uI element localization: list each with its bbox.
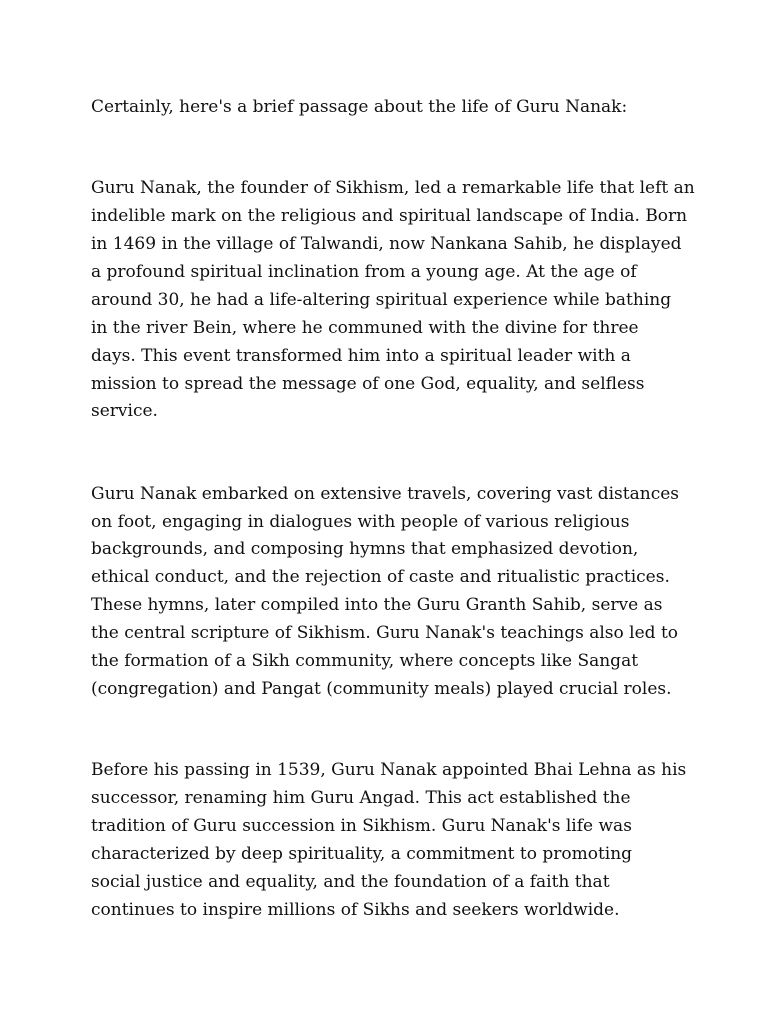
paragraph-2-line-7: the formation of a Sikh community, where concepts like Sangat [91,651,639,671]
paragraph-1-line-1: Guru Nanak, the founder of Sikhism, led a remarkable life that left an [91,178,695,198]
paragraph-3-line-3: tradition of Guru succession in Sikhism. Guru Nanak's life was [91,816,632,836]
paragraph-1-line-5: around 30, he had a life-altering spiritual experience while bathing [91,290,672,310]
paragraph-1-line-7: days. This event transformed him into a spiritual leader with a [91,346,631,366]
paragraph-3-line-5: social justice and equality, and the foundation of a faith that [91,872,610,892]
paragraph-1-line-6: in the river Bein, where he communed with the divine for three [91,318,639,338]
paragraph-2-line-2: on foot, engaging in dialogues with people of various religious [91,512,630,532]
paragraph-3-line-4: characterized by deep spirituality, a commitment to promoting [91,844,633,864]
paragraph-3-line-6: continues to inspire millions of Sikhs and seekers worldwide. [91,900,620,920]
paragraph-1-line-3: in 1469 in the village of Talwandi, now Nankana Sahib, he displayed [91,234,682,254]
paragraph-1-line-2: indelible mark on the religious and spiritual landscape of India. Born [91,206,688,226]
paragraph-2-line-4: ethical conduct, and the rejection of caste and ritualistic practices. [91,567,670,587]
paragraph-2-line-6: the central scripture of Sikhism. Guru Nanak's teachings also led to [91,623,679,643]
intro-line: Certainly, here's a brief passage about the life of Guru Nanak: [91,97,628,117]
paragraph-1-line-4: a profound spiritual inclination from a young age. At the age of [91,262,637,282]
paragraph-2-line-5: These hymns, later compiled into the Guru Granth Sahib, serve as [91,595,663,615]
paragraph-2-line-3: backgrounds, and composing hymns that emphasized devotion, [91,539,639,559]
paragraph-1-line-8: mission to spread the message of one God, equality, and selfless [91,374,645,394]
paragraph-2-line-8: (congregation) and Pangat (community meals) played crucial roles. [91,679,672,699]
paragraph-3-line-1: Before his passing in 1539, Guru Nanak appointed Bhai Lehna as his [91,760,687,780]
paragraph-2-line-1: Guru Nanak embarked on extensive travels, covering vast distances [91,484,679,504]
paragraph-1-line-9: service. [91,401,158,421]
paragraph-3-line-2: successor, renaming him Guru Angad. This act established the [91,788,631,808]
